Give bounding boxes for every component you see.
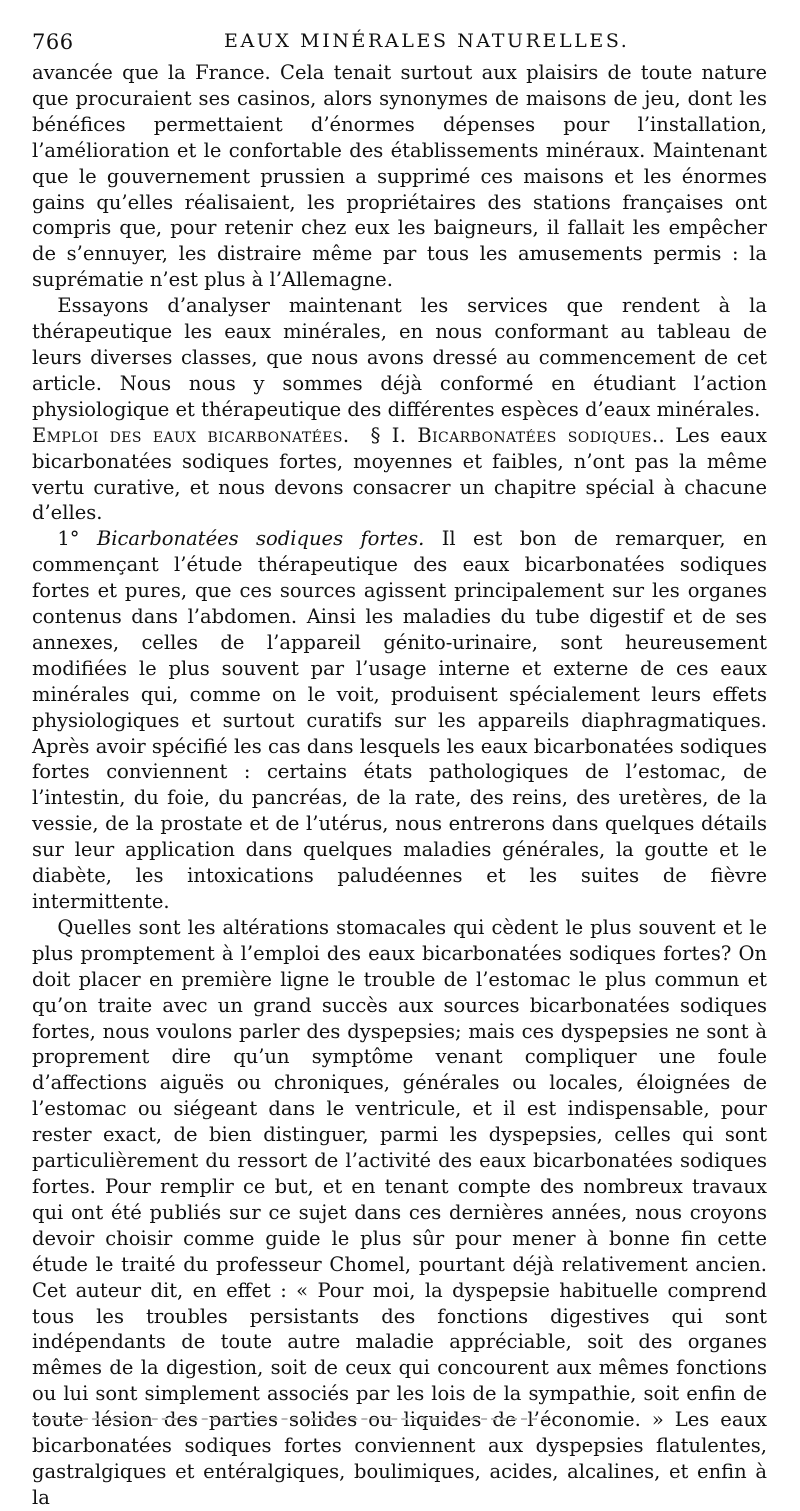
page-number: 766 [32,30,74,54]
body-text [32,60,767,1511]
section-subheading: § I. Bicarbonatées sodiques. [370,423,659,447]
section-bicarbonatees [32,423,767,527]
paragraph-analysis-intro: Essayons d’analyser maintenant les services que rendent à la thérapeutique les eaux minérales, en nous conformant au tableau de leurs diverses classes, que nous avons dressé au commencement de cet article. Nous nous y sommes déjà conformé en étudiant l’action physiologique et thérapeutique des différentes espèces d’eaux minérales. [32,294,767,421]
subsection-number: 1° [57,527,80,551]
paragraph-dyspepsies: Quelles sont les altérations stomacales qui cèdent le plus souvent et le plus promptement à l’emploi des eaux bicarbonatées sodiques fortes? On doit placer en première ligne le trouble de l’estomac le plus commun et qu’on traite avec un grand succès aux sources bicarbonatées sodiques fortes, nous voulons parler des dyspepsies; mais ces dyspepsies ne sont à proprement dire qu’un symptôme venant compliquer une foule d’affections aiguës ou chroniques, générales ou locales, éloignées de l’estomac ou siégeant dans le ventricule, et il est indispensable, pour rester exact, de bien distinguer, parmi les dyspepsies, celles qui sont particulièrement du ressort de l’activité des eaux bicarbonatées sodiques fortes. Pour remplir ce but, et en tenant compte des nombreux travaux qui ont été publiés sur ce sujet dans ces dernières années, nous croyons devoir choisir comme guide le plus sûr pour mener à bonne fin cette étude le traité du professeur Chomel, pourtant déjà relativement ancien. Cet auteur dit, en effet : « Pour moi, la dyspepsie habituelle comprend tous les troubles persistants des fonctions digestives qui sont indépendants de toute autre maladie appréciable, soit des organes mêmes de la digestion, soit de ceux qui concourent aux mêmes fonctions ou lui sont simplement associés par les lois de la sympathie, soit enfin de toute lésion des parties solides ou liquides de l’économie. » Les eaux bicarbonatées sodiques fortes conviennent aux dyspepsies flatulentes, gastralgiques et entéralgiques, boulimiques, acides, alcalines, et enfin à la [32,915,767,1509]
section-heading: Emploi des eaux bicarbonatées. [32,423,350,447]
subsection-sodiques-fortes [32,526,767,915]
footer-dotted-rule [32,1418,547,1422]
page-header [32,28,767,58]
section-text: . Les eaux bicarbonatées sodiques fortes, moyennes et faibles, n’ont pas la même vertu curative, et nous devons consacrer un chapitre spécial à chacune d’elles. [32,423,767,525]
subsection-title: Bicarbonatées sodiques fortes. [96,527,425,551]
paragraph-continuation: avancée que la France. Cela tenait surtout aux plaisirs de toute nature que procuraient ses casinos, alors synonymes de maisons de jeu, dont les bénéfices permettaient d’énormes dépenses pour l’installation, l’amélioration et le confortable des établissements minéraux. Maintenant que le gouvernement prussien a supprimé ces maisons et les énormes gains qu’elles réalisaient, les propriétaires des stations françaises ont compris que, pour retenir chez eux les baigneurs, il fallait les empêcher de s’ennuyer, les distraire même par tous les amusements permis : la suprématie n’est plus à l’Allemagne. [32,61,767,292]
subsection-text: Il est bon de remarquer, en commençant l’étude thérapeutique des eaux bicarbonatées sodiques fortes et pures, que ces sources agissent principalement sur les organes contenus dans l’abdomen. Ainsi les maladies du tube digestif et de ses annexes, celles de l’appareil génito-urinaire, sont heureusement modifiées le plus souvent par l’usage interne et externe de ces eaux minérales qui, comme on le voit, produisent spécialement leurs effets physiologiques et surtout curatifs sur les appareils diaphragmatiques. Après avoir spécifié les cas dans lesquels les eaux bicarbonatées sodiques fortes conviennent : certains états pathologiques de l’estomac, de l’intestin, du foie, du pancréas, de la rate, des reins, des uretères, de la vessie, de la prostate et de l’utérus, nous entrerons dans quelques détails sur leur application dans quelques maladies générales, la goutte et le diabète, les intoxications paludéennes et les suites de fièvre intermittente. [32,527,768,913]
running-title: EAUX MINÉRALES NATURELLES. [224,30,630,52]
